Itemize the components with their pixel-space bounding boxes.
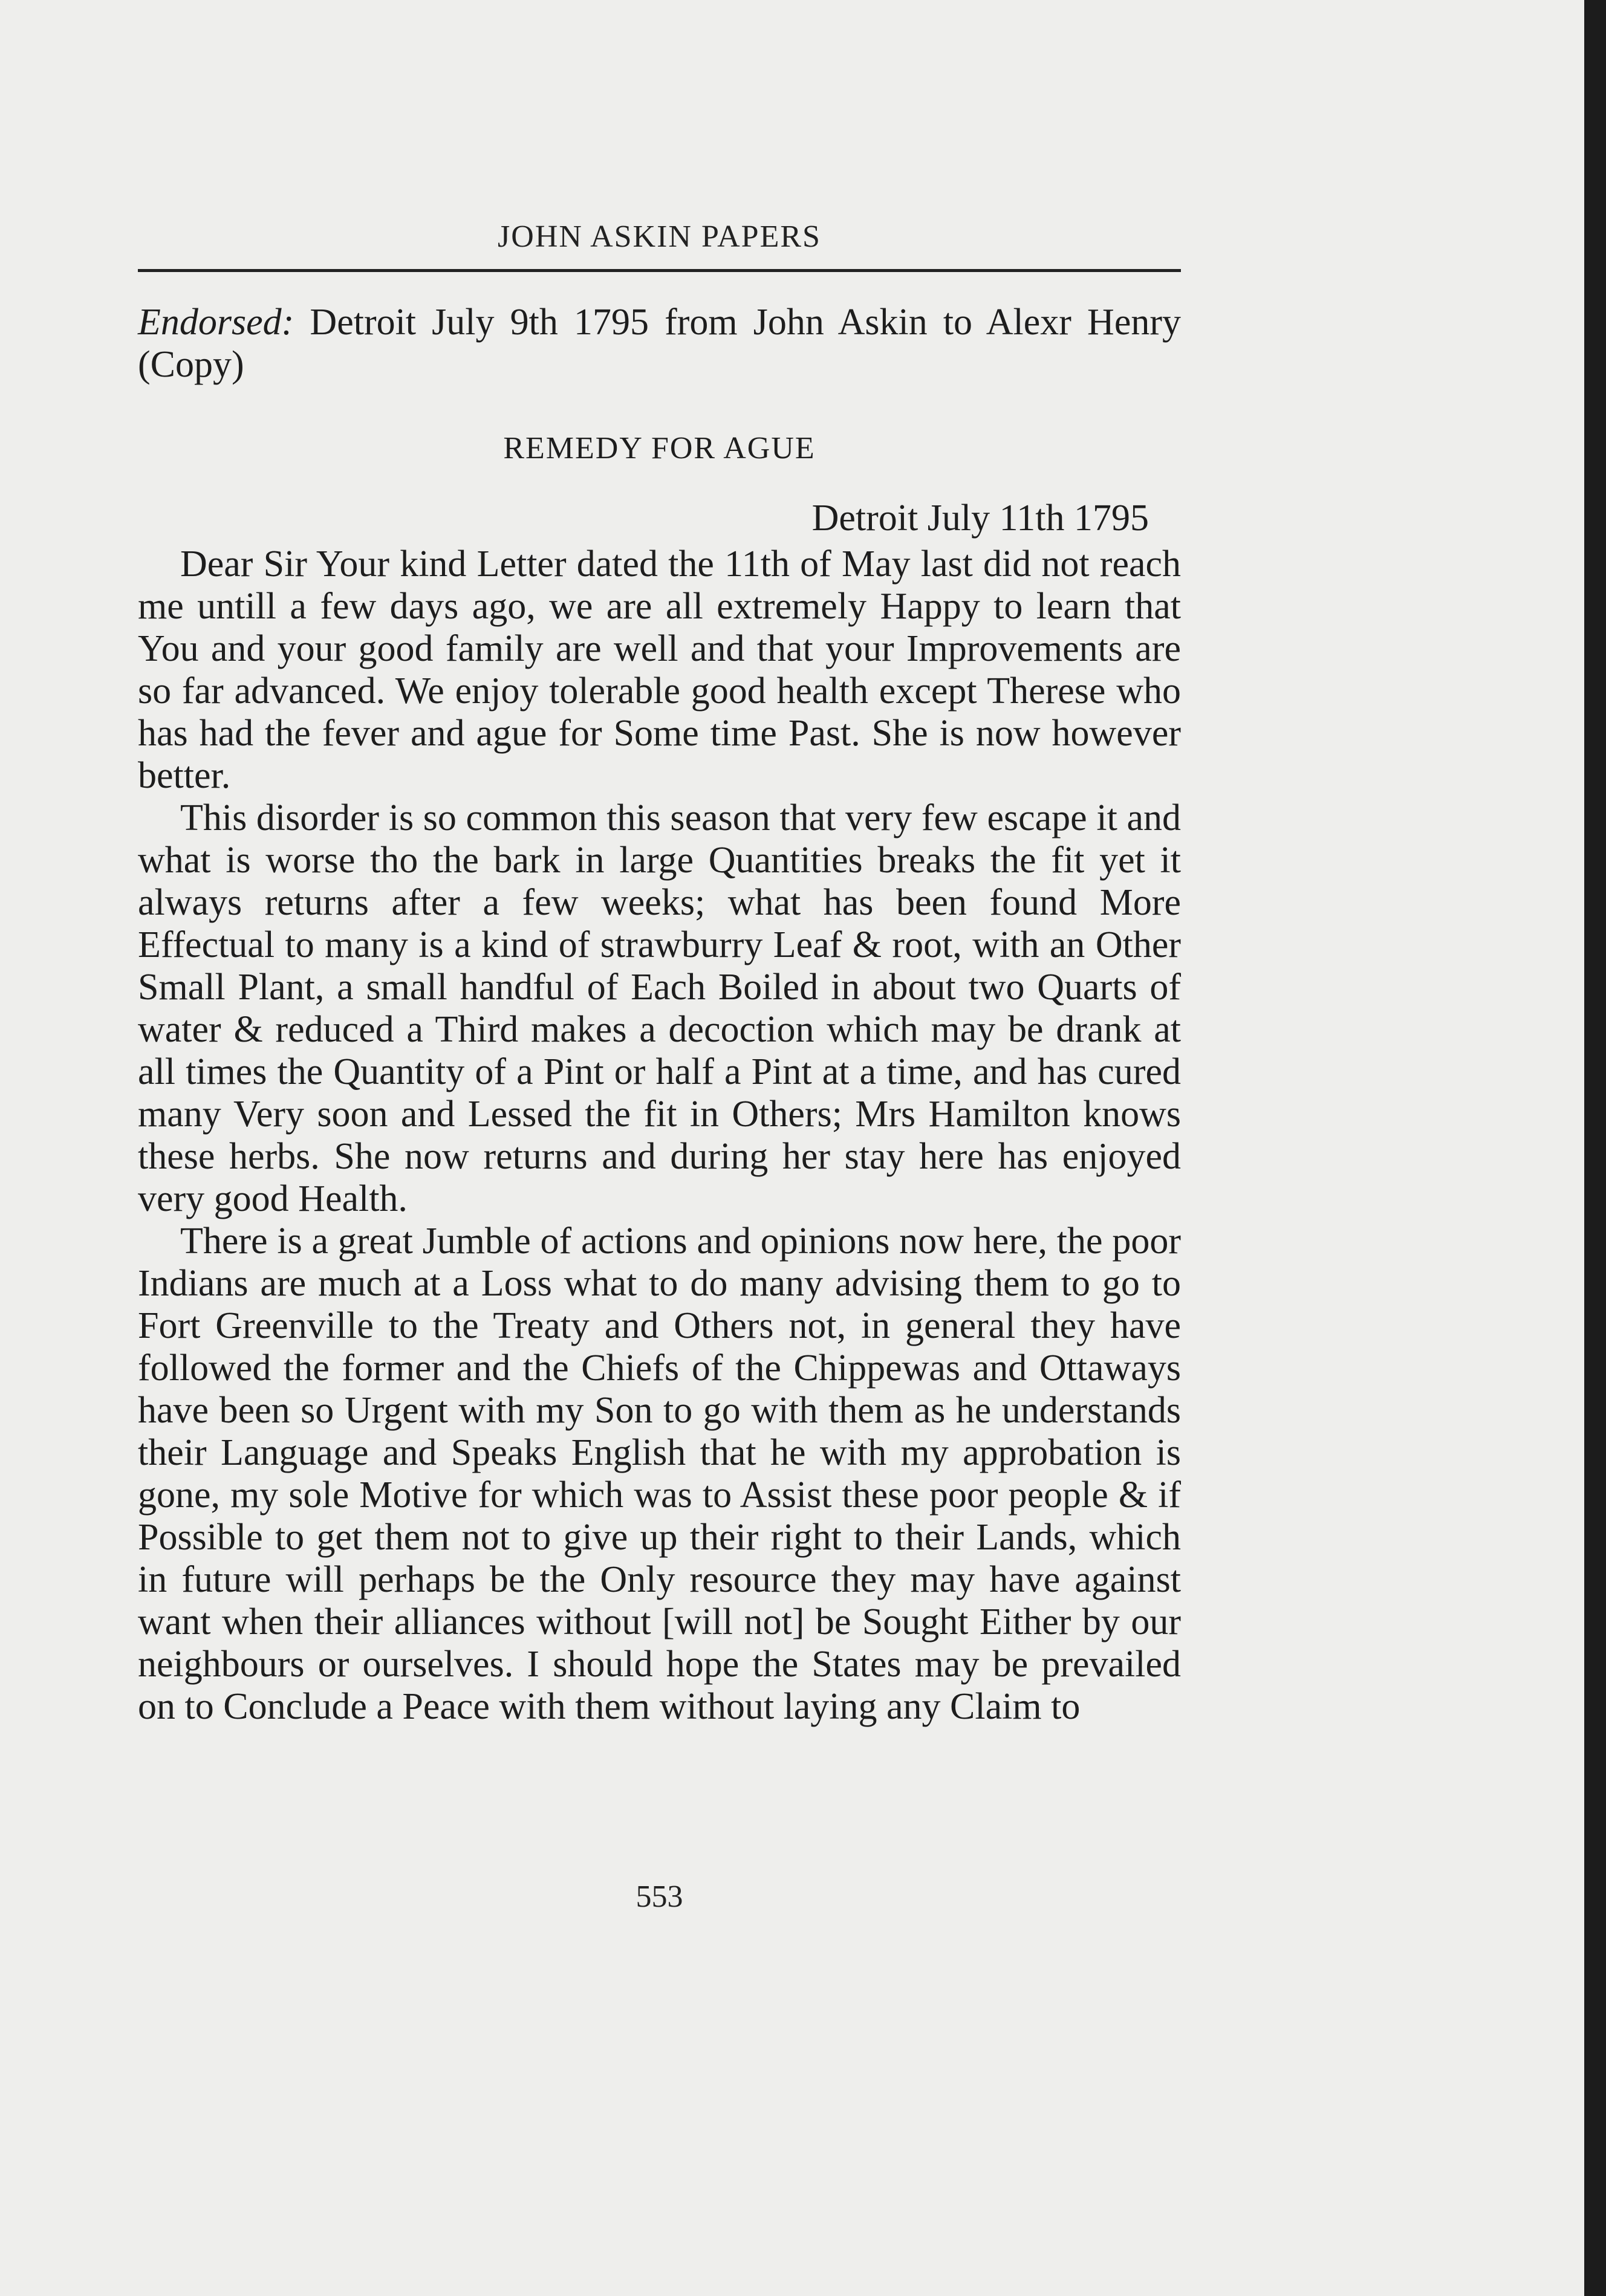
page-number: 553 [636,1879,683,1914]
running-head: JOHN ASKIN PAPERS [498,219,821,254]
endorsement-text: Detroit July 9th 1795 from John Askin to Alexr Henry (Copy) [138,302,1181,385]
letter-body [138,543,1181,1728]
paragraph: Dear Sir Your kind Letter dated the 11th of May last did not reach me untill a few days ago, we are all extremely Happy to learn that You and your good family are well and that your Improvements are so far advanced. We enjoy tolerable good health except Therese who has had the fever and ague for Some time Past. She is now however better. [138,543,1181,796]
page-edge-shadow [1584,0,1606,2296]
endorsement-label: Endorsed: [138,302,294,343]
paragraph: There is a great Jumble of actions and opinions now here, the poor Indians are much at a Loss what to do many advising them to go to Fort Greenville to the Treaty and Others not, in general they have followed the former and the Chiefs of the Chippewas and Ottaways have been so Urgent with my Son to go with them as he understands their Language and Speaks English that he with my approbation is gone, my sole Motive for which was to Assist these poor people & if Possible to get them not to give up their right to their Lands, which in future will perhaps be the Only resource they may have against want when their alliances without [will not] be Sought Either by our neighbours or ourselves. I should hope the States may be prevailed on to Conclude a Peace with them without laying any Claim to [138,1221,1181,1727]
header-rule [138,269,1181,272]
letter-dateline: Detroit July 11th 1795 [811,498,1149,539]
paragraph: This disorder is so common this season that very few escape it and what is worse tho the bark in large Quantities breaks the fit yet it always returns after a few weeks; what has been found More Effectual to many is a kind of strawburry Leaf & root, with an Other Small Plant, a small handful of Each Boiled in about two Quarts of water & reduced a Third makes a decoction which may be drank at all times the Quantity of a Pint or half a Pint at a time, and has cured many Very soon and Lessed the fit in Others; Mrs Hamilton knows these herbs. She now returns and during her stay here has enjoyed very good Health. [138,797,1181,1219]
section-title: REMEDY FOR AGUE [503,431,816,465]
endorsement [138,301,1181,386]
